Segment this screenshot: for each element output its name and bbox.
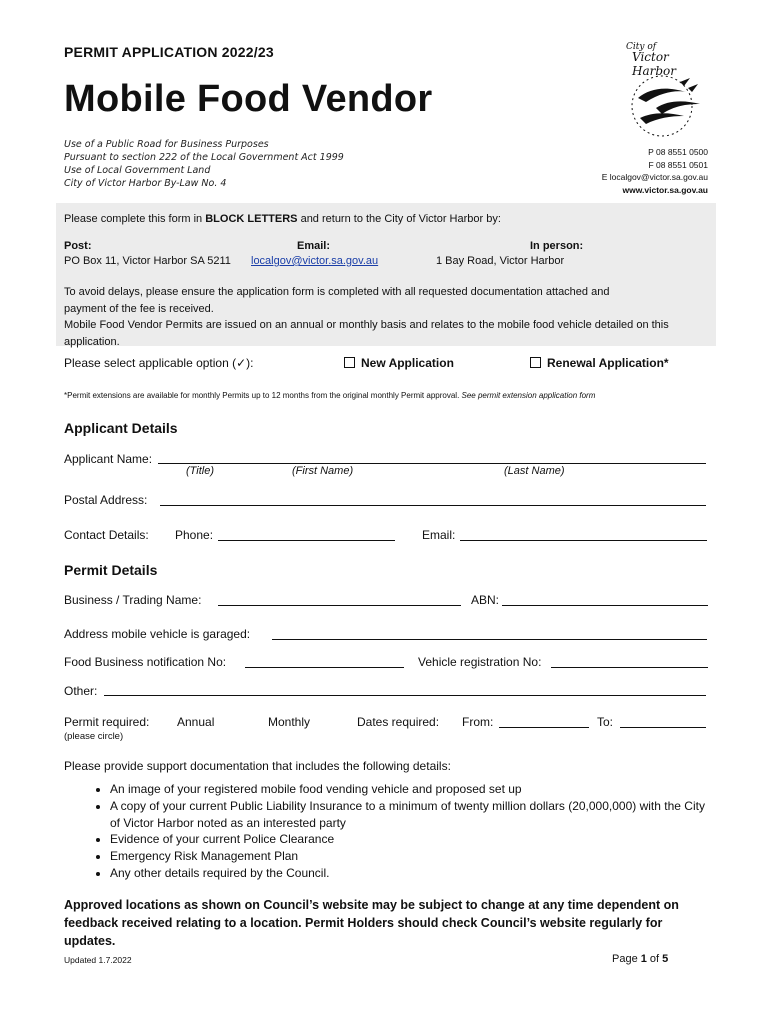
- to-date-field[interactable]: [620, 727, 706, 728]
- email-link[interactable]: localgov@victor.sa.gov.au: [251, 255, 379, 267]
- list-item: • Emergency Risk Management Plan: [110, 848, 714, 865]
- permit-required-label: Permit required:: [64, 715, 150, 729]
- permit-details-heading: Permit Details: [64, 562, 158, 578]
- post-label: Post:: [64, 240, 92, 252]
- postal-address-field[interactable]: [160, 505, 706, 506]
- phone-field[interactable]: [218, 540, 395, 541]
- footnote-text: *Permit extensions are available for monthly Permits up to 12 months from the original monthly Permit approval.: [64, 391, 462, 400]
- business-name-field[interactable]: [218, 605, 461, 606]
- email-label: Email:: [297, 240, 331, 252]
- in-person-address: 1 Bay Road, Victor Harbor: [436, 255, 565, 267]
- intro-text: Please complete this form in: [64, 213, 206, 225]
- from-label: From:: [462, 715, 494, 729]
- page-of: of: [646, 953, 663, 965]
- new-application-checkbox[interactable]: [344, 357, 355, 368]
- new-application-option[interactable]: [344, 356, 454, 370]
- applicant-name-field[interactable]: [158, 463, 706, 464]
- applicant-name-label: Applicant Name:: [64, 452, 153, 466]
- abn-field[interactable]: [502, 605, 708, 606]
- food-business-field[interactable]: [245, 667, 404, 668]
- applicant-email-field[interactable]: [460, 540, 707, 541]
- legal-subtitles: [64, 138, 344, 190]
- other-label: Other:: [64, 684, 98, 698]
- first-name-hint: (First Name): [292, 465, 354, 477]
- page-total: 5: [662, 953, 669, 965]
- last-name-hint: (Last Name): [504, 465, 565, 477]
- subtitle-line: Pursuant to section 222 of the Local Government Act 1999: [64, 152, 344, 163]
- phone-label: Phone:: [175, 528, 214, 542]
- council-logo: [616, 42, 712, 138]
- page-current: 1: [640, 953, 647, 965]
- contact-email: E localgov@victor.sa.gov.au: [601, 172, 708, 182]
- permit-extension-footnote: [64, 391, 595, 400]
- option-label: Please select applicable option (✓):: [64, 356, 254, 370]
- renewal-application-option[interactable]: [530, 356, 669, 370]
- instructions-intro: [64, 213, 501, 225]
- locations-notice: Approved locations as shown on Council’s website may be subject to change at any time dependent on feedback received relating to a location. Permit Holders should check Council’s website regularly for updates.: [64, 898, 679, 948]
- annual-option[interactable]: Annual: [177, 715, 215, 729]
- garaged-address-field[interactable]: [272, 639, 707, 640]
- applicant-email-label: Email:: [422, 528, 456, 542]
- intro-emphasis: BLOCK LETTERS: [205, 213, 298, 225]
- page-prefix: Page: [612, 953, 641, 965]
- contact-website: www.victor.sa.gov.au: [622, 184, 708, 195]
- footnote-italic: See permit extension application form: [461, 391, 596, 400]
- logo-text-name: Victor Harbor: [632, 50, 676, 78]
- page-title: Mobile Food Vendor: [64, 78, 433, 120]
- monthly-option[interactable]: Monthly: [268, 715, 311, 729]
- delay-line: To avoid delays, please ensure the application form is completed with all requested documentation attached and: [64, 286, 610, 298]
- abn-label: ABN:: [471, 593, 500, 607]
- permit-line: application.: [64, 335, 120, 348]
- renewal-application-label: Renewal Application*: [547, 356, 669, 370]
- please-circle-hint: (please circle): [64, 731, 124, 742]
- renewal-application-checkbox[interactable]: [530, 357, 541, 368]
- delay-notice: [64, 284, 714, 350]
- food-business-label: Food Business notification No:: [64, 655, 227, 669]
- garaged-address-label: Address mobile vehicle is garaged:: [64, 627, 251, 641]
- applicant-details-heading: Applicant Details: [64, 420, 178, 436]
- page-number: [612, 953, 668, 965]
- title-hint: (Title): [186, 465, 215, 477]
- other-field[interactable]: [104, 695, 706, 696]
- permit-line: Mobile Food Vendor Permits are issued on an annual or monthly basis and relates to the mobile food vehicle detailed on this: [64, 319, 669, 331]
- list-item: • A copy of your current Public Liability Insurance to a minimum of twenty million dollars (20,000,000) with the City of Victor Harbor noted as an interested party: [110, 798, 714, 832]
- from-date-field[interactable]: [499, 727, 589, 728]
- updated-date: Updated 1.7.2022: [64, 955, 132, 965]
- intro-text-end: and return to the City of Victor Harbor by:: [297, 213, 501, 225]
- list-item: • Any other details required by the Council.: [110, 865, 714, 882]
- postal-address-label: Postal Address:: [64, 493, 148, 507]
- subtitle-line: Use of Local Government Land: [64, 165, 211, 176]
- waves-birds-logo-icon: [616, 42, 712, 138]
- contact-fax: F 08 8551 0501: [648, 159, 708, 170]
- support-list: [64, 781, 714, 882]
- form-kicker: PERMIT APPLICATION 2022/23: [64, 44, 274, 60]
- business-name-label: Business / Trading Name:: [64, 593, 202, 607]
- vehicle-registration-field[interactable]: [551, 667, 708, 668]
- list-item: • Evidence of your current Police Clearance: [110, 831, 714, 848]
- new-application-label: New Application: [361, 356, 454, 370]
- list-item: • An image of your registered mobile food vending vehicle and proposed set up: [110, 781, 714, 798]
- post-address: PO Box 11, Victor Harbor SA 5211: [64, 255, 231, 267]
- contact-phone: P 08 8551 0500: [648, 147, 708, 157]
- delay-line: payment of the fee is received.: [64, 302, 214, 315]
- subtitle-line: Use of a Public Road for Business Purposes: [64, 139, 269, 150]
- in-person-label: In person:: [530, 240, 584, 252]
- support-intro: Please provide support documentation that includes the following details:: [64, 759, 451, 773]
- dates-required-label: Dates required:: [357, 715, 440, 729]
- subtitle-line: City of Victor Harbor By-Law No. 4: [64, 178, 227, 189]
- council-contact-block: [602, 146, 708, 196]
- vehicle-registration-label: Vehicle registration No:: [418, 655, 542, 669]
- contact-details-label: Contact Details:: [64, 528, 149, 542]
- logo-text-city: City of: [626, 42, 657, 52]
- to-label: To:: [597, 715, 614, 729]
